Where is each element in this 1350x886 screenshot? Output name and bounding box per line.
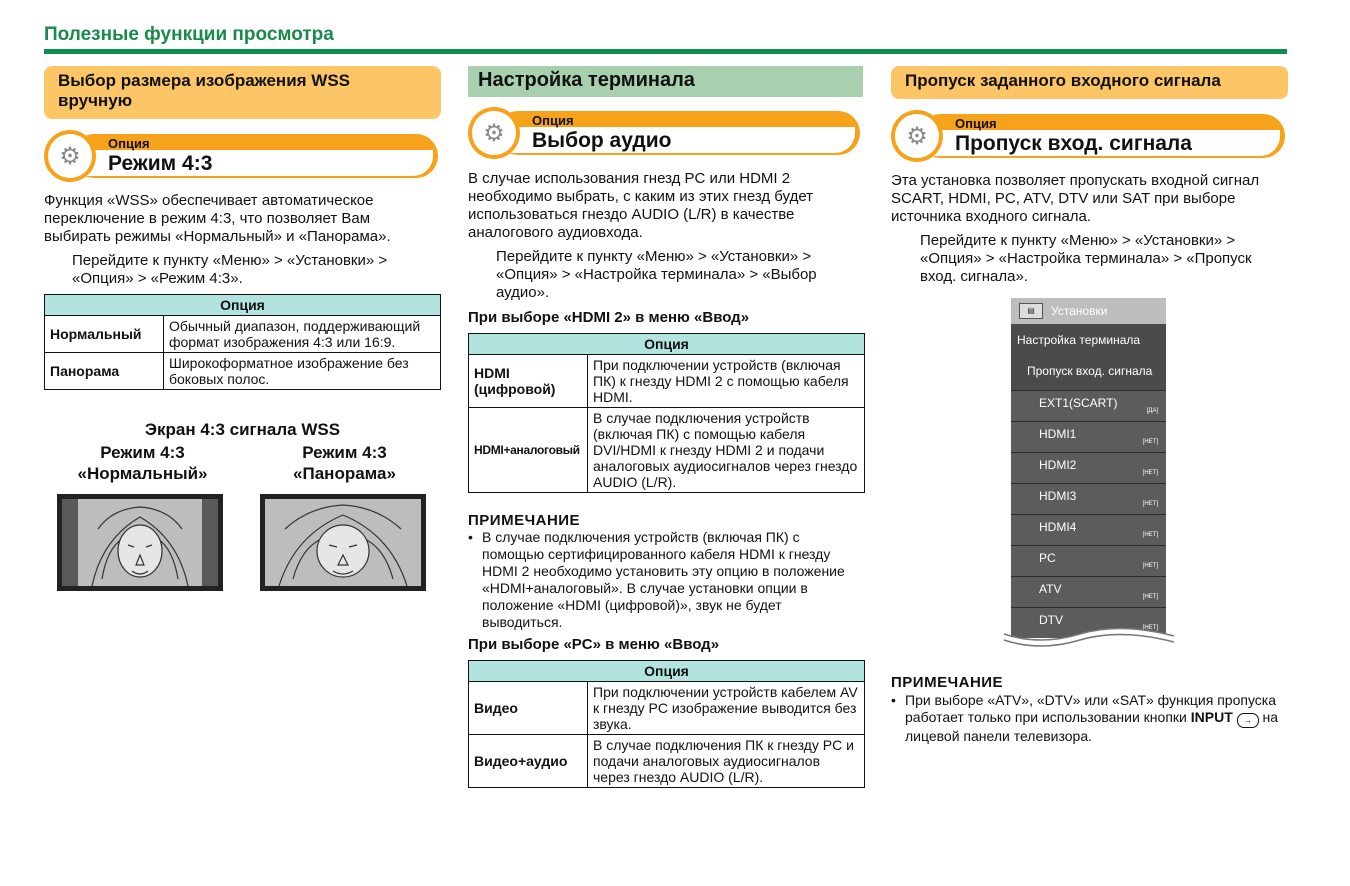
menu-item[interactable] xyxy=(1011,576,1166,607)
table-header: Опция xyxy=(469,661,865,682)
note-text-part: При выборе «ATV», «DTV» или «SAT» функция пропуска работает только при использовании кнопки xyxy=(905,692,1276,725)
screen-caption-normal xyxy=(60,442,225,484)
input-icon: → xyxy=(1237,713,1259,728)
note-text: В случае подключения устройств (включая ПК) с помощью сертифицированного кабеля HDMI к гнезду HDMI 2 необходимо установить эту опцию в положение «HDMI+аналоговый». В случае установки опции в положение «HDMI (цифровой)», звук не будет выводиться. xyxy=(482,529,845,630)
row-value: При подключении устройств кабелем AV к гнезду PC изображение выводится без звука. xyxy=(588,682,865,735)
menu-item-status: [НЕТ] xyxy=(1142,501,1158,507)
menu-item-name: PC xyxy=(1039,551,1056,565)
note-item xyxy=(891,692,1286,745)
screens-title: Экран 4:3 сигнала WSS xyxy=(144,420,341,439)
option-badge-mode43 xyxy=(44,130,438,182)
menu-item-status: [НЕТ] xyxy=(1142,439,1158,445)
note-text xyxy=(891,692,1286,745)
menu-item-status: [НЕТ] xyxy=(1142,470,1158,476)
caption-line: «Панорама» xyxy=(293,464,396,483)
note-text-part: на лицевой панели телевизора. xyxy=(905,709,1279,744)
page-title: Полезные функции просмотра xyxy=(44,24,334,45)
menu-item-name: DTV xyxy=(1039,613,1063,627)
menu-top-bar xyxy=(1011,298,1166,324)
section-header-wss: Выбор размера изображения WSS вручную xyxy=(44,66,441,119)
note-heading: ПРИМЕЧАНИЕ xyxy=(468,512,581,529)
menu-item[interactable] xyxy=(1011,545,1166,576)
note-heading: ПРИМЕЧАНИЕ xyxy=(891,674,1004,691)
row-value: Широкоформатное изображение без боковых полос. xyxy=(164,353,441,390)
input-button-label: INPUT xyxy=(1190,709,1233,725)
wss-paragraph: Функция «WSS» обеспечивает автоматическое переключение в режим 4:3, что позволяет Вам выбирать режимы «Нормальный» и «Панорама». xyxy=(44,192,391,245)
table-row xyxy=(469,408,865,493)
section-header-skip: Пропуск заданного входного сигнала xyxy=(891,66,1288,99)
menu-item-name: EXT1(SCART) xyxy=(1039,396,1118,410)
bullet: • xyxy=(468,529,473,545)
badge-title: Пропуск вход. сигнала xyxy=(955,132,1192,155)
menu-item-name: HDMI2 xyxy=(1039,458,1077,472)
subheading-pc: При выборе «PC» в меню «Ввод» xyxy=(468,636,720,653)
caption-line: Режим 4:3 xyxy=(100,443,185,462)
table-row xyxy=(469,735,865,788)
menu-item[interactable] xyxy=(1011,483,1166,514)
menu-top-label: Установки xyxy=(1051,304,1108,318)
settings-icon: ▤ xyxy=(1019,303,1043,319)
row-key: HDMI+аналоговый xyxy=(469,408,588,493)
tv-menu-screen xyxy=(1011,298,1166,638)
caption-line: Режим 4:3 xyxy=(302,443,387,462)
menu-item[interactable] xyxy=(1011,421,1166,452)
wss-instruction: Перейдите к пункту «Меню» > «Установки» > «Опция» > «Режим 4:3». xyxy=(72,252,388,287)
row-key: Панорама xyxy=(45,353,164,390)
row-key: Видео+аудио xyxy=(469,735,588,788)
gear-icon: ⚙ xyxy=(472,111,516,155)
row-key: Нормальный xyxy=(45,316,164,353)
menu-item-status: [НЕТ] xyxy=(1142,625,1158,631)
subheading-hdmi2: При выборе «HDMI 2» в меню «Ввод» xyxy=(468,309,750,326)
row-value: Обычный диапазон, поддерживающий формат изображения 4:3 или 16:9. xyxy=(164,316,441,353)
audio-instruction: Перейдите к пункту «Меню» > «Установки» > «Опция» > «Настройка терминала» > «Выбор аудио». xyxy=(496,248,817,301)
menu-item[interactable] xyxy=(1011,452,1166,483)
menu-level1: Настройка терминала xyxy=(1017,333,1141,347)
row-value: В случае подключения ПК к гнезду PC и подачи аналоговых аудиосигналов через гнездо AUDIO (L/R). xyxy=(588,735,865,788)
menu-item-status: [НЕТ] xyxy=(1142,532,1158,538)
menu-item-name: ATV xyxy=(1039,582,1062,596)
table-row xyxy=(45,316,441,353)
badge-title: Режим 4:3 xyxy=(108,152,213,175)
badge-label: Опция xyxy=(955,116,997,131)
menu-item[interactable] xyxy=(1011,390,1166,421)
table-row xyxy=(45,353,441,390)
menu-item[interactable] xyxy=(1011,514,1166,545)
row-key: Видео xyxy=(469,682,588,735)
section-header-terminal: Настройка терминала xyxy=(468,66,863,97)
audio-paragraph: В случае использования гнезд PC или HDMI 2 необходимо выбрать, с каким из этих гнезд будет использоваться гнездо AUDIO (L/R) в качестве аналогового аудиовхода. xyxy=(468,170,814,241)
option-badge-audio xyxy=(468,107,860,159)
menu-item-name: HDMI1 xyxy=(1039,427,1077,441)
title-divider xyxy=(44,49,1287,54)
skip-paragraph: Эта установка позволяет пропускать входной сигнал SCART, HDMI, PC, ATV, DTV или SAT при выборе источника входного сигнала. xyxy=(891,172,1260,225)
pc-option-table xyxy=(468,660,865,788)
menu-item-name: HDMI3 xyxy=(1039,489,1077,503)
row-value: При подключении устройств (включая ПК) к гнезду HDMI 2 с помощью кабеля HDMI. xyxy=(588,355,865,408)
menu-item-status: [ДА] xyxy=(1146,408,1158,414)
screen-caption-panorama xyxy=(262,442,427,484)
table-header: Опция xyxy=(469,334,865,355)
menu-item-status: [НЕТ] xyxy=(1142,594,1158,600)
caption-line: «Нормальный» xyxy=(77,464,208,483)
row-key: HDMI (цифровой) xyxy=(469,355,588,408)
menu-item-status: [НЕТ] xyxy=(1142,563,1158,569)
table-row xyxy=(469,355,865,408)
menu-level2: Пропуск вход. сигнала xyxy=(1027,364,1153,378)
table-row xyxy=(469,682,865,735)
screen-image-normal xyxy=(57,494,223,591)
badge-title: Выбор аудио xyxy=(532,129,672,152)
badge-label: Опция xyxy=(108,136,150,151)
gear-icon: ⚙ xyxy=(895,114,939,158)
menu-item-name: HDMI4 xyxy=(1039,520,1077,534)
gear-icon: ⚙ xyxy=(48,134,92,178)
badge-label: Опция xyxy=(532,113,574,128)
table-header: Опция xyxy=(45,295,441,316)
hdmi2-option-table xyxy=(468,333,865,493)
skip-instruction: Перейдите к пункту «Меню» > «Установки» > «Опция» > «Настройка терминала» > «Пропуск вход. сигнала». xyxy=(920,232,1252,285)
row-value: В случае подключения устройств (включая ПК) с помощью кабеля DVI/HDMI к гнезду HDMI 2 и подачи аналоговых аудиосигналов через гнездо AUDIO (L/R). xyxy=(588,408,865,493)
menu-torn-edge xyxy=(1000,622,1178,652)
screen-image-panorama xyxy=(260,494,426,591)
bullet: • xyxy=(891,692,896,708)
wss-option-table xyxy=(44,294,441,390)
option-badge-skip xyxy=(891,110,1285,162)
note-item xyxy=(468,529,863,631)
